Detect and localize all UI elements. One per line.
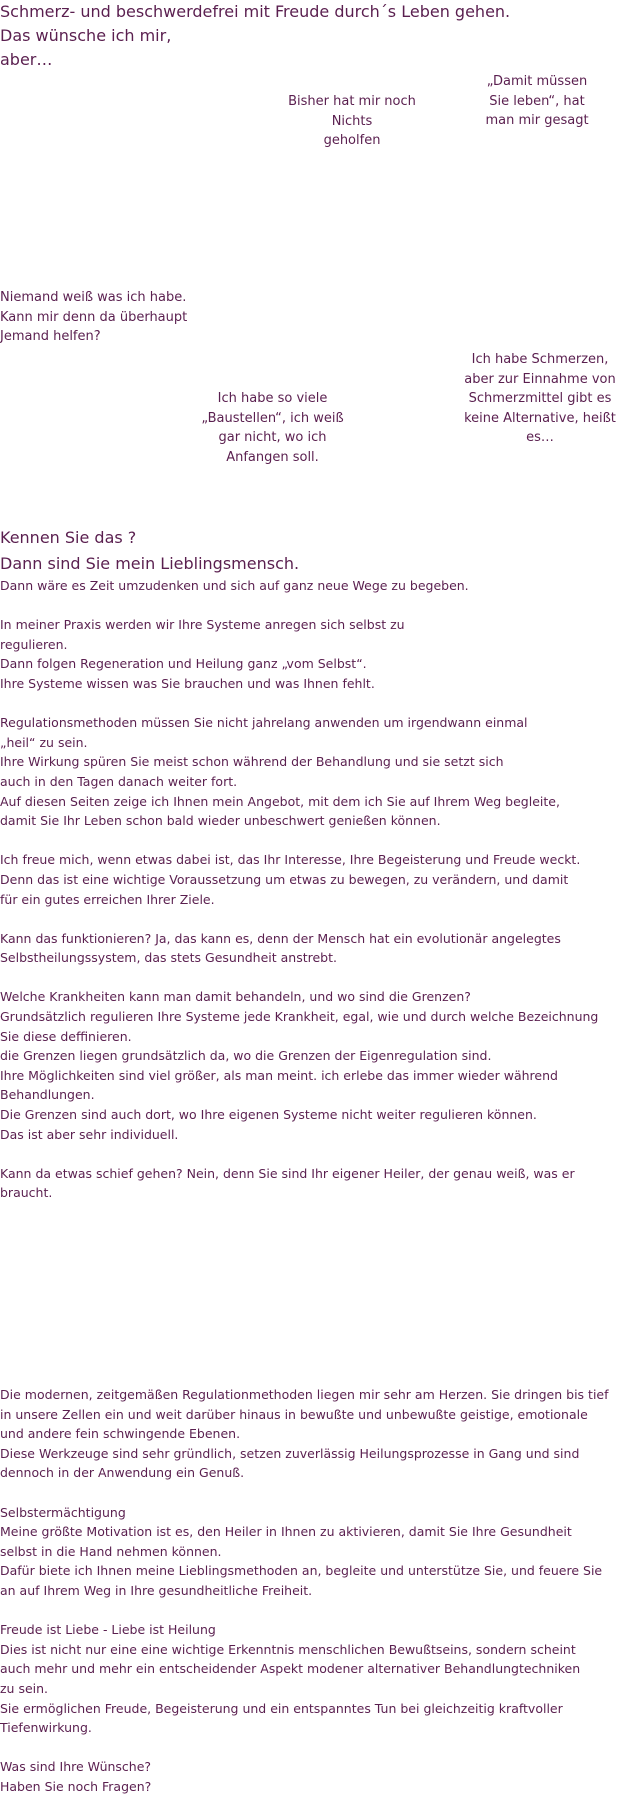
text-line: regulieren. bbox=[0, 636, 68, 652]
intro-line-1: Schmerz- und beschwerdefrei mit Freude durch´s Leben gehen. bbox=[0, 2, 511, 21]
section-intro-text bbox=[0, 576, 598, 1203]
blank-line bbox=[0, 968, 598, 988]
headline-question: Kennen Sie das ? bbox=[0, 528, 137, 547]
quote-line: es… bbox=[526, 430, 554, 445]
text-line: selbst in die Hand nehmen können. bbox=[0, 1543, 222, 1559]
text-line: „heil“ zu sein. bbox=[0, 734, 88, 750]
text-line: Kann das funktionieren? Ja, das kann es, denn der Mensch hat ein evolutionär angelegtes bbox=[0, 930, 561, 946]
text-line: braucht. bbox=[0, 1185, 53, 1201]
quote-line: Ich habe so viele bbox=[217, 391, 328, 406]
quote-line: Bisher hat mir noch bbox=[288, 94, 416, 109]
text-line: Denn das ist eine wichtige Voraussetzung um etwas zu bewegen, zu verändern, und damit bbox=[0, 871, 569, 887]
text-line: an auf Ihrem Weg in Ihre gesundheitliche Freiheit. bbox=[0, 1582, 313, 1598]
text-line: Die modernen, zeitgemäßen Regulationmethoden liegen mir sehr am Herzen. Sie dringen bis tief bbox=[0, 1387, 609, 1402]
quote-line: „Damit müssen bbox=[486, 74, 588, 89]
text-line: Dies ist nicht nur eine eine wichtige Erkenntnis menschlichen Bewußtseins, sondern scheint bbox=[0, 1641, 576, 1657]
text-line: Ihre Möglichkeiten sind viel größer, als man meint. ich erlebe das immer wieder während bbox=[0, 1067, 558, 1083]
text-line: In meiner Praxis werden wir Ihre Systeme anregen sich selbst zu bbox=[0, 617, 405, 633]
text-line: Ihre Systeme wissen was Sie brauchen und was Ihnen fehlt. bbox=[0, 675, 375, 691]
blank-line bbox=[0, 694, 598, 714]
text-line: Dann folgen Regeneration und Heilung ganz „vom Selbst“. bbox=[0, 656, 367, 672]
text-line: Kann da etwas schief gehen? Nein, denn Sie sind Ihr eigener Heiler, der genau weiß, was er bbox=[0, 1165, 575, 1181]
text-line: Regulationsmethoden müssen Sie nicht jahrelang anwenden um irgendwann einmal bbox=[0, 715, 528, 731]
quote-line: Niemand weiß was ich habe. bbox=[0, 290, 187, 305]
text-line: Behandlungen. bbox=[0, 1087, 95, 1103]
quote-line: Anfangen soll. bbox=[226, 449, 319, 465]
blank-line bbox=[0, 831, 598, 851]
text-line: Ich freue mich, wenn etwas dabei ist, das Ihr Interesse, Ihre Begeisterung und Freude weckt. bbox=[0, 852, 581, 868]
blank-line bbox=[0, 1601, 609, 1621]
quote-bisher-nichts bbox=[272, 92, 432, 151]
intro-line-2: Das wünsche ich mir, bbox=[0, 26, 172, 45]
text-line: Das ist aber sehr individuell. bbox=[0, 1126, 179, 1142]
text-line: Ihre Wirkung spüren Sie meist schon während der Behandlung und sie setzt sich bbox=[0, 754, 504, 770]
text-line: Sie ermöglichen Freude, Begeisterung und ein entspanntes Tun bei gleichzeitig kraftvoller bbox=[0, 1700, 563, 1716]
blank-line bbox=[0, 909, 598, 929]
text-line: Die Grenzen sind auch dort, wo Ihre eigenen Systeme nicht weiter regulieren können. bbox=[0, 1107, 537, 1123]
text-line: Haben Sie noch Fragen? bbox=[0, 1778, 152, 1794]
section-methods-text bbox=[0, 1385, 609, 1796]
text-line: Selbstheilungssystem, das stets Gesundheit anstrebt. bbox=[0, 950, 337, 966]
quote-schmerzmittel bbox=[455, 350, 625, 448]
text-line: Meine größte Motivation ist es, den Heiler in Ihnen zu aktivieren, damit Sie Ihre Gesundheit bbox=[0, 1524, 572, 1540]
text-line: Dafür biete ich Ihnen meine Lieblingsmethoden an, begleite und unterstütze Sie, und feuere Sie bbox=[0, 1563, 603, 1579]
quote-damit-muessen bbox=[472, 72, 602, 131]
text-line: Freude ist Liebe - Liebe ist Heilung bbox=[0, 1622, 216, 1638]
text-line: Was sind Ihre Wünsche? bbox=[0, 1759, 152, 1775]
quote-baustellen bbox=[185, 389, 360, 467]
quote-line: „Baustellen“, ich weiß bbox=[201, 410, 344, 426]
quote-line: Schmerzmittel gibt es bbox=[468, 391, 612, 406]
text-line: Sie diese deffinieren. bbox=[0, 1028, 132, 1044]
text-line: Grundsätzlich regulieren Ihre Systeme jede Krankheit, egal, wie und durch welche Bezeichnung bbox=[0, 1009, 599, 1025]
blank-line bbox=[0, 1144, 598, 1164]
quote-line: keine Alternative, heißt bbox=[464, 410, 616, 426]
text-line: Dann wäre es Zeit umzudenken und sich auf ganz neue Wege zu begeben. bbox=[0, 578, 469, 593]
quote-line: Jemand helfen? bbox=[0, 329, 101, 344]
text-line: Tiefenwirkung. bbox=[0, 1720, 92, 1736]
intro-line-3: aber… bbox=[0, 50, 53, 69]
text-line: dennoch in der Anwendung ein Genuß. bbox=[0, 1465, 245, 1481]
headline-lieblingsmensch: Dann sind Sie mein Lieblingsmensch. bbox=[0, 554, 300, 573]
quote-line: Ich habe Schmerzen, bbox=[471, 352, 609, 367]
quote-line: aber zur Einnahme von bbox=[464, 371, 616, 387]
text-line: und andere fein schwingende Ebenen. bbox=[0, 1426, 241, 1442]
text-line: auch mehr und mehr ein entscheidender Aspekt modener alternativer Behandlungtechniken bbox=[0, 1661, 581, 1677]
text-line: Auf diesen Seiten zeige ich Ihnen mein Angebot, mit dem ich Sie auf Ihrem Weg begleite, bbox=[0, 793, 560, 809]
quote-line: man mir gesagt bbox=[485, 113, 589, 128]
text-line: damit Sie Ihr Leben schon bald wieder unbeschwert genießen können. bbox=[0, 813, 441, 829]
text-line: auch in den Tagen danach weiter fort. bbox=[0, 773, 238, 789]
quote-niemand-weiss bbox=[0, 288, 187, 347]
quote-line: Kann mir denn da überhaupt bbox=[0, 309, 188, 325]
text-line: Diese Werkzeuge sind sehr gründlich, setzen zuverlässig Heilungsprozesse in Gang und sind bbox=[0, 1445, 580, 1461]
text-line: die Grenzen liegen grundsätzlich da, wo die Grenzen der Eigenregulation sind. bbox=[0, 1048, 492, 1064]
text-line: Welche Krankheiten kann man damit behandeln, und wo sind die Grenzen? bbox=[0, 989, 471, 1005]
quote-line: geholfen bbox=[323, 133, 381, 148]
quote-line: Sie leben“, hat bbox=[489, 93, 585, 109]
blank-line bbox=[0, 596, 598, 616]
text-line: zu sein. bbox=[0, 1680, 49, 1696]
text-line: in unsere Zellen ein und weit darüber hinaus in bewußte und unbewußte geistige, emotionale bbox=[0, 1406, 588, 1422]
text-line: für ein gutes erreichen Ihrer Ziele. bbox=[0, 891, 215, 907]
quote-line: gar nicht, wo ich bbox=[218, 430, 327, 445]
quote-line: Nichts bbox=[331, 113, 373, 129]
blank-line bbox=[0, 1738, 609, 1758]
blank-line bbox=[0, 1483, 609, 1503]
text-line: Selbstermächtigung bbox=[0, 1504, 126, 1520]
